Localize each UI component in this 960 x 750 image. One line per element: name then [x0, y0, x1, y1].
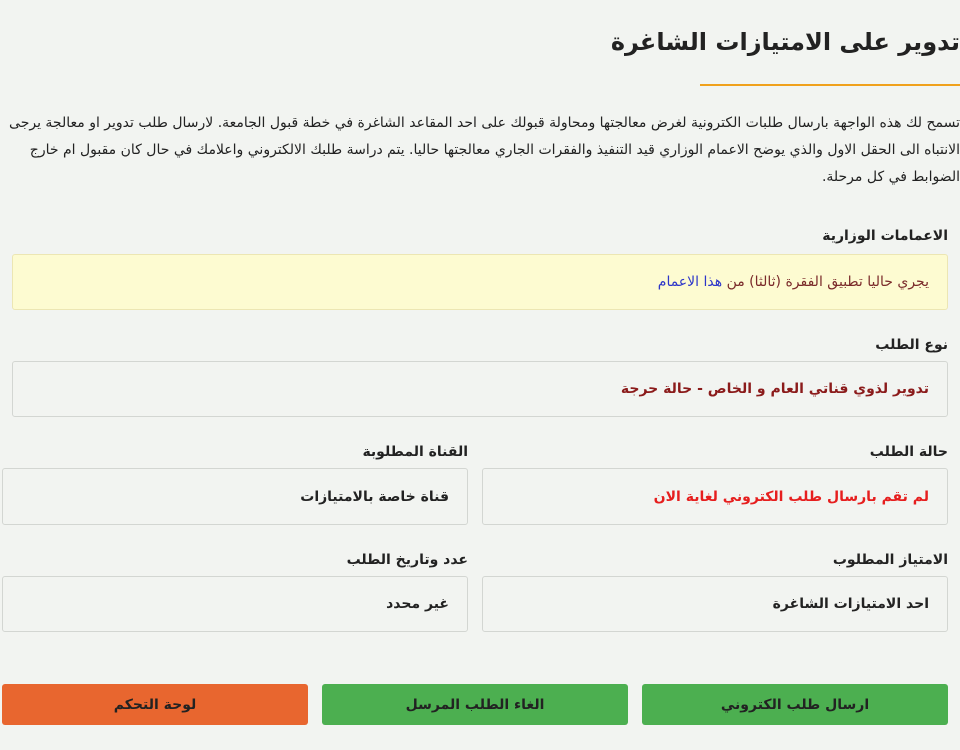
- title-underline: [700, 84, 960, 86]
- ministerial-notice: [12, 254, 948, 310]
- channel-field: [2, 468, 468, 525]
- ministerial-notice-text: يجري حاليا تطبيق الفقرة (ثالثا) من: [726, 274, 929, 290]
- request-status-value: لم تقم بارسال طلب الكتروني لغاية الان: [653, 488, 929, 505]
- intro-paragraph: تسمح لك هذه الواجهة بارسال طلبات الكترونية لغرض معالجتها ومحاولة قبولك على احد المقاعد الشاغرة في خطة قبول الجامعة. لارسال طلب تدوير او معالجة يرجى الانتباه الى الحقل الاول والذي يوضح الاعمام الوزاري قيد التنفيذ والفقرات الجاري معالجتها حاليا. يتم دراسة طلبك الالكتروني واعلامك في حال كان مقبول ام خارج الضوابط في كل مرحلة.: [9, 115, 960, 185]
- request-status-label: حالة الطلب: [869, 444, 948, 460]
- circular-link[interactable]: هذا الاعمام: [657, 274, 723, 290]
- request-status-field: [482, 468, 948, 525]
- privilege-field: [482, 576, 948, 632]
- privilege-value: احد الامتيازات الشاغرة: [772, 596, 929, 612]
- ministerial-label: الاعمامات الوزارية: [822, 228, 948, 244]
- cancel-request-button[interactable]: الغاء الطلب المرسل: [322, 684, 628, 725]
- request-number-label: عدد وتاريخ الطلب: [346, 552, 468, 568]
- send-request-button[interactable]: ارسال طلب الكتروني: [642, 684, 948, 725]
- request-type-label: نوع الطلب: [875, 337, 948, 353]
- request-number-field: [2, 576, 468, 632]
- page-title: تدوير على الامتيازات الشاغرة: [610, 28, 960, 56]
- privilege-label: الامتياز المطلوب: [832, 552, 948, 568]
- channel-value: قناة خاصة بالامتيازات: [300, 488, 449, 505]
- dashboard-button[interactable]: لوحة التحكم: [2, 684, 308, 725]
- request-number-value: غير محدد: [386, 596, 449, 612]
- request-type-field: [12, 361, 948, 417]
- channel-label: القناة المطلوبة: [362, 444, 468, 460]
- request-type-value: تدوير لذوي قناتي العام و الخاص - حالة حرجة: [620, 381, 929, 397]
